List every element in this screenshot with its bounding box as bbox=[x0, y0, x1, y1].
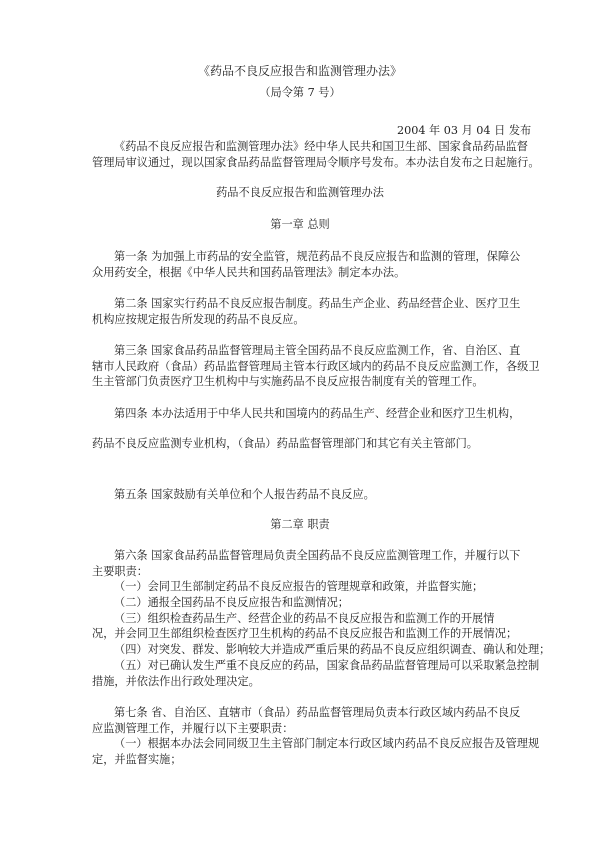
document-subtitle: 药品不良反应报告和监测管理办法 bbox=[216, 186, 384, 199]
article-3-line: 生主管部门负责医疗卫生机构中与实施药品不良反应报告制度有关的管理工作。 bbox=[92, 375, 484, 388]
chapter-heading: 第二章 职责 bbox=[270, 518, 330, 531]
article-4-line: 药品不良反应监测专业机构，（食品）药品监督管理部门和其它有关主管部门。 bbox=[92, 437, 478, 450]
article-2-line: 机构应按规定报告所发现的药品不良反应。 bbox=[92, 313, 305, 326]
article-1-line: 第一条 为加强上市药品的安全监管，规范药品不良反应报告和监测的管理，保障公 bbox=[114, 250, 521, 263]
article-3-line: 第三条 国家食品药品监督管理局主管全国药品不良反应监测工作，省、自治区、直 bbox=[114, 344, 521, 357]
article-5-line: 第五条 国家鼓励有关单位和个人报告药品不良反应。 bbox=[114, 488, 375, 501]
article-6-item: 况，并会同卫生部组织检查医疗卫生机构的药品不良反应报告和监测工作的开展情况； bbox=[92, 627, 518, 640]
article-2-line: 第二条 国家实行药品不良反应报告制度。药品生产企业、药品经营企业、医疗卫生 bbox=[114, 297, 521, 310]
publish-date: 2004 年 03 月 04 日 发布 bbox=[397, 124, 532, 137]
intro-line: 《药品不良反应报告和监测管理办法》经中华人民共和国卫生部、国家食品药品监督 bbox=[114, 140, 528, 153]
intro-line: 管理局审议通过，现以国家食品药品监督管理局令顺序号发布。本办法自发布之日起施行。 bbox=[92, 156, 540, 169]
article-6-item: 措施，并依法作出行政处理决定。 bbox=[92, 675, 260, 688]
article-7-line: 第七条 省、自治区、直辖市（食品）药品监督管理局负责本行政区域内药品不良反 bbox=[114, 706, 521, 719]
document-title: 《药品不良反应报告和监测管理办法》 bbox=[197, 64, 402, 78]
article-7-item: （一）根据本办法会同同级卫生主管部门制定本行政区域内药品不良反应报告及管理规 bbox=[114, 737, 540, 750]
article-6-line: 第六条 国家食品药品监督管理局负责全国药品不良反应监测管理工作，并履行以下 bbox=[114, 549, 521, 562]
article-1-line: 众用药安全，根据《中华人民共和国药品管理法》制定本办法。 bbox=[92, 266, 406, 279]
article-6-line: 主要职责： bbox=[92, 565, 148, 578]
article-6-item: （三）组织检查药品生产、经营企业的药品不良反应报告和监测工作的开展情 bbox=[114, 612, 495, 625]
article-6-item: （一）会同卫生部制定药品不良反应报告的管理规章和政策，并监督实施； bbox=[114, 580, 484, 593]
order-number: （局令第 7 号） bbox=[259, 86, 341, 99]
article-7-line: 应监测管理工作，并履行以下主要职责： bbox=[92, 722, 294, 735]
article-6-item: （五）对已确认发生严重不良反应的药品，国家食品药品监督管理局可以采取紧急控制 bbox=[114, 659, 540, 672]
article-4-line: 第四条 本办法适用于中华人民共和国境内的药品生产、经营企业和医疗卫生机构， bbox=[114, 407, 521, 420]
article-7-item: 定，并监督实施； bbox=[92, 753, 182, 766]
article-6-item: （四）对突发、群发、影响较大并造成严重后果的药品不良反应组织调查、确认和处理； bbox=[114, 643, 551, 656]
article-3-line: 辖市人民政府（食品）药品监督管理局主管本行政区域内的药品不良反应监测工作，各级卫 bbox=[92, 360, 540, 373]
article-6-item: （二）通报全国药品不良反应报告和监测情况； bbox=[114, 596, 349, 609]
chapter-heading: 第一章 总则 bbox=[270, 218, 330, 231]
